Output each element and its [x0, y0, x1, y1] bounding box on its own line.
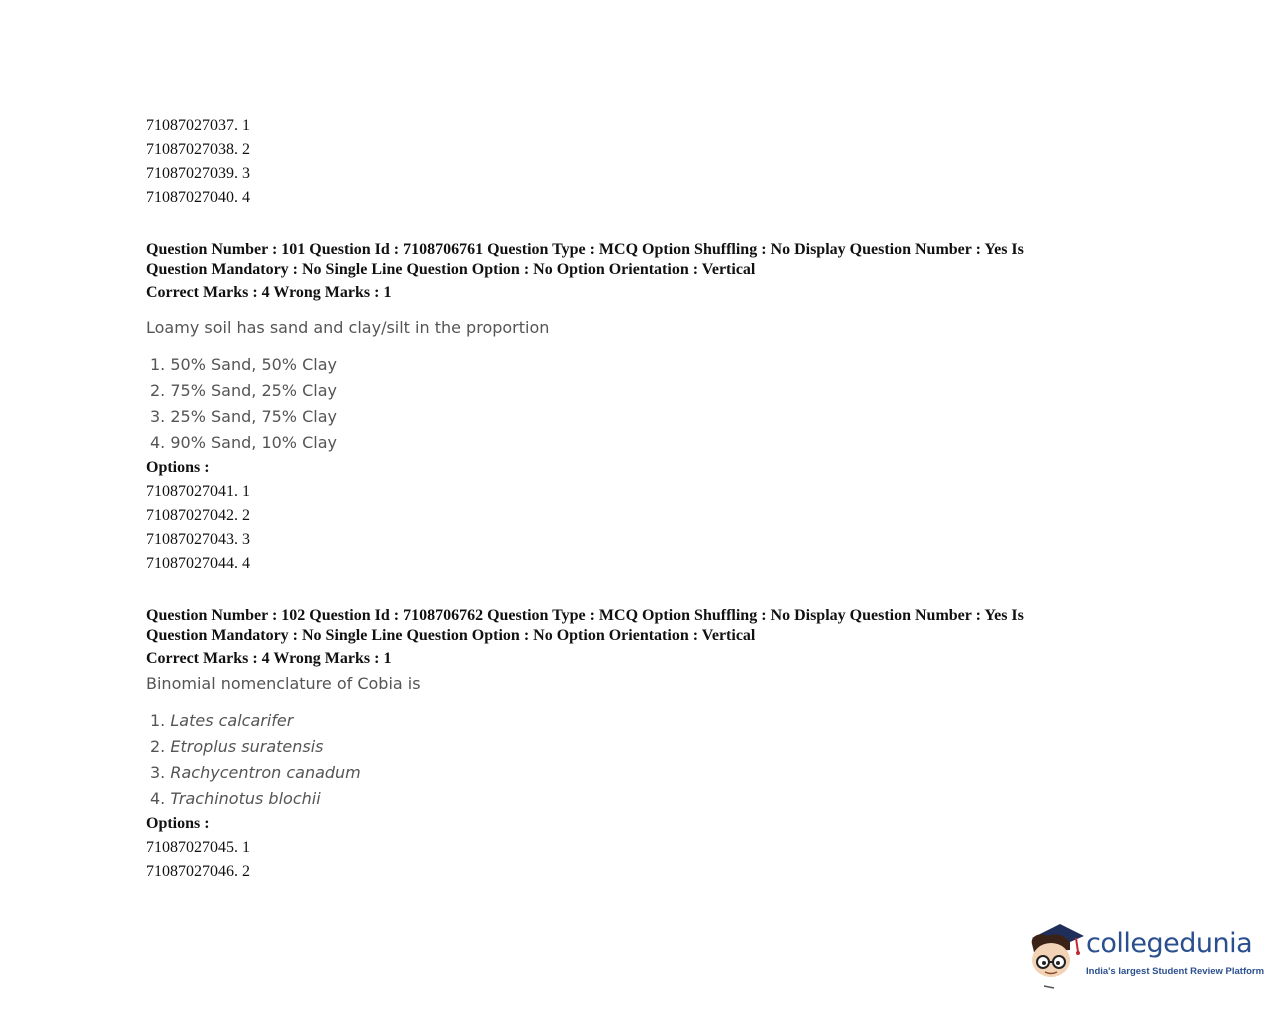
option-id: 71087027045. 1 — [146, 839, 250, 856]
choice-number: 2. — [150, 381, 166, 400]
question-header-line: Question Number : 102 Question Id : 7108706762 Question Type : MCQ Option Shuffling : No Display Question Number : Yes Is — [146, 607, 1024, 624]
answer-choice — [150, 734, 1146, 760]
answer-choice — [150, 404, 1146, 430]
answer-choice — [150, 708, 1146, 734]
question-marks: Correct Marks : 4 Wrong Marks : 1 — [146, 650, 392, 667]
collegedunia-logo — [1026, 918, 1265, 990]
choice-text: Etroplus suratensis — [170, 737, 324, 756]
choice-number: 3. — [150, 763, 166, 782]
choice-text: 50% Sand, 50% Clay — [170, 355, 337, 374]
choice-number: 1. — [150, 711, 166, 730]
choice-text: 25% Sand, 75% Clay — [170, 407, 337, 426]
option-id: 71087027040. 4 — [146, 189, 250, 206]
answer-choice — [150, 378, 1146, 404]
choice-text: Trachinotus blochii — [170, 789, 321, 808]
question-header-line: Question Number : 101 Question Id : 7108706761 Question Type : MCQ Option Shuffling : No Display Question Number : Yes Is — [146, 241, 1024, 258]
question-block — [146, 240, 1146, 576]
choice-number: 3. — [150, 407, 166, 426]
options-label: Options : — [146, 459, 210, 476]
question-text: Loamy soil has sand and clay/silt in the proportion — [146, 318, 550, 337]
option-id: 71087027038. 2 — [146, 141, 250, 158]
choice-text: Rachycentron canadum — [170, 763, 361, 782]
logo-wordmark: collegedunia — [1086, 928, 1253, 959]
answer-choice — [150, 786, 1146, 812]
option-id: 71087027039. 3 — [146, 165, 250, 182]
question-header — [146, 240, 1146, 280]
answer-choices — [146, 352, 1146, 456]
student-mascot-icon — [1026, 918, 1086, 990]
option-id: 71087027046. 2 — [146, 863, 250, 880]
previous-options-list — [146, 114, 1146, 210]
option-id: 71087027044. 4 — [146, 555, 250, 572]
question-header-line: Question Mandatory : No Single Line Question Option : No Option Orientation : Vertical — [146, 261, 756, 278]
question-block — [146, 606, 1146, 884]
logo-tagline: India's largest Student Review Platform — [1086, 966, 1265, 977]
question-header — [146, 606, 1146, 646]
question-marks: Correct Marks : 4 Wrong Marks : 1 — [146, 284, 392, 301]
answer-choice — [150, 352, 1146, 378]
answer-choices — [146, 708, 1146, 812]
exam-document — [146, 114, 1146, 884]
choice-text: Lates calcarifer — [170, 711, 294, 730]
choice-number: 2. — [150, 737, 166, 756]
answer-choice — [150, 430, 1146, 456]
question-header-line: Question Mandatory : No Single Line Question Option : No Option Orientation : Vertical — [146, 627, 756, 644]
choice-number: 4. — [150, 789, 166, 808]
option-id: 71087027037. 1 — [146, 117, 250, 134]
choice-number: 4. — [150, 433, 166, 452]
option-id: 71087027043. 3 — [146, 531, 250, 548]
options-label: Options : — [146, 815, 210, 832]
question-text: Binomial nomenclature of Cobia is — [146, 674, 421, 693]
answer-choice — [150, 760, 1146, 786]
choice-text: 75% Sand, 25% Clay — [170, 381, 337, 400]
option-id: 71087027042. 2 — [146, 507, 250, 524]
option-id: 71087027041. 1 — [146, 483, 250, 500]
choice-number: 1. — [150, 355, 166, 374]
choice-text: 90% Sand, 10% Clay — [170, 433, 337, 452]
